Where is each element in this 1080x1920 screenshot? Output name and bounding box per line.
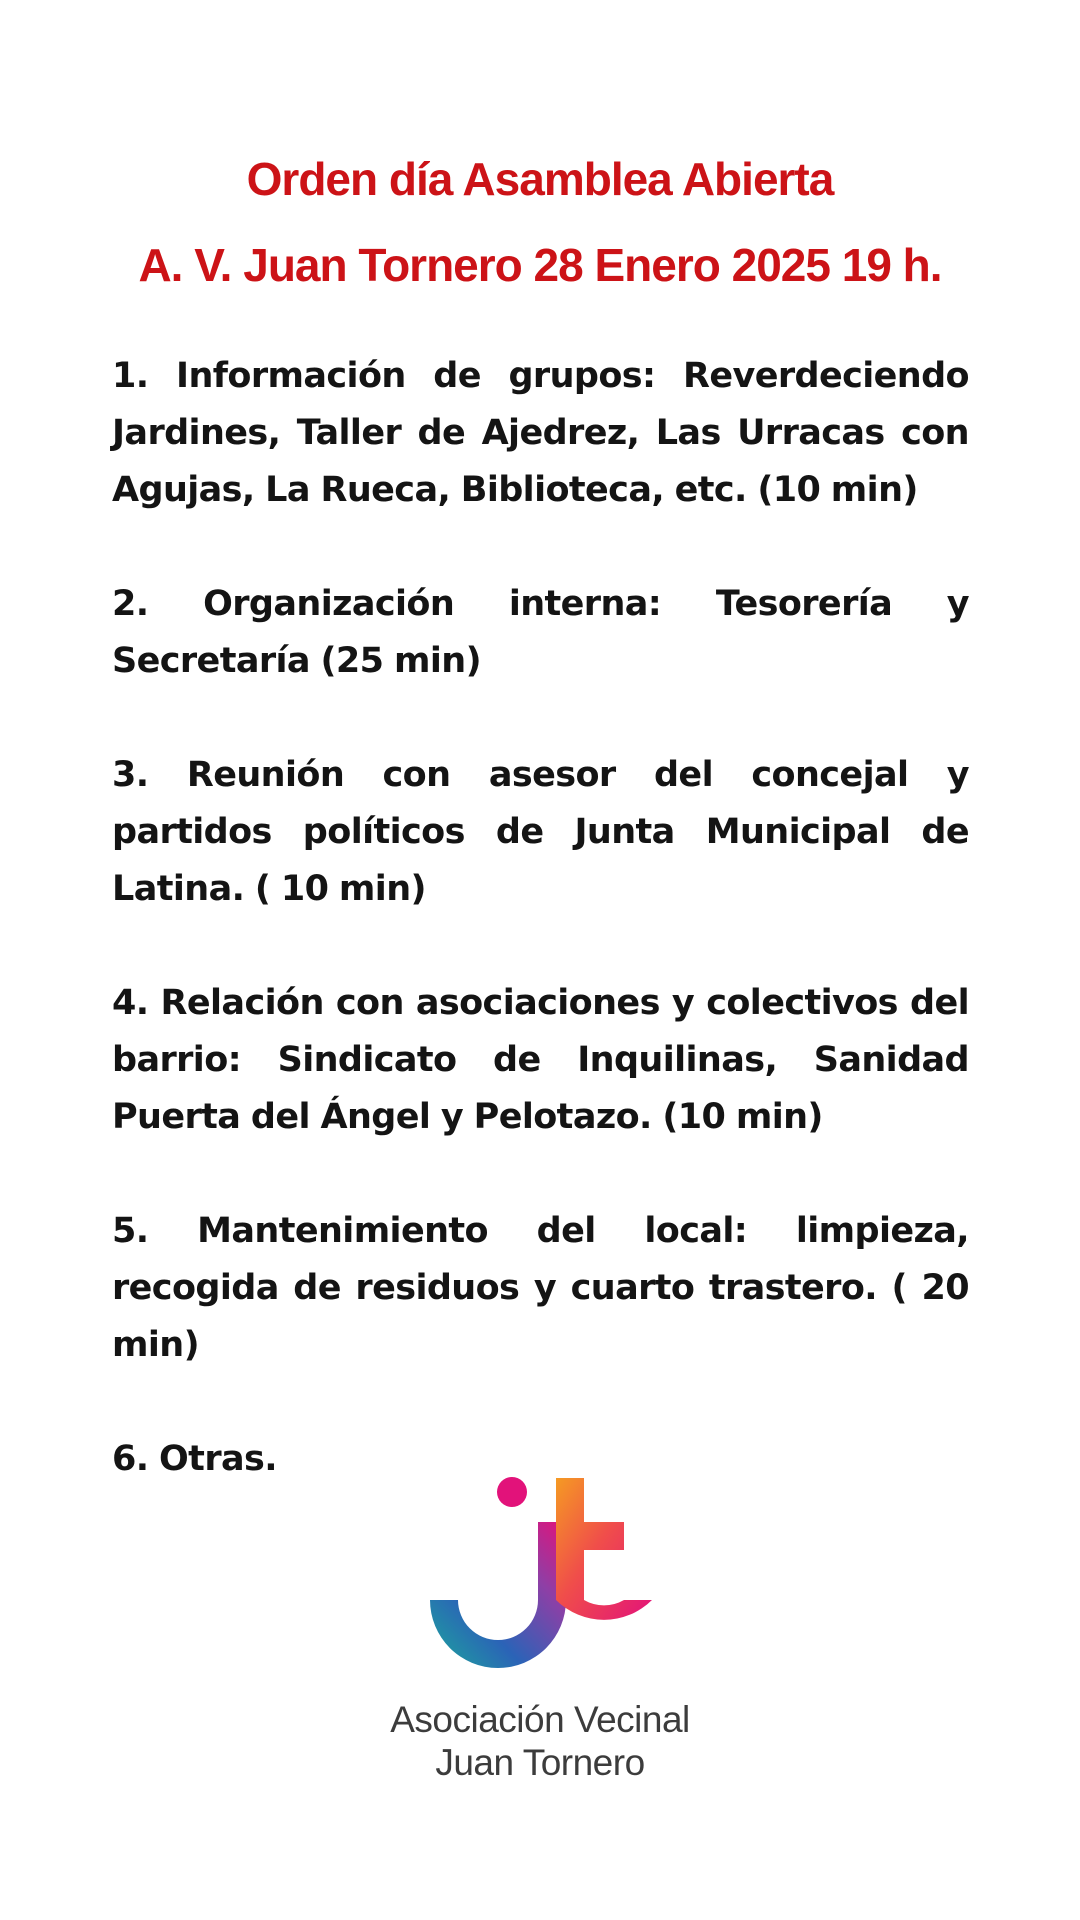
logo-line-1: Asociación Vecinal xyxy=(390,1699,690,1740)
agenda-item: 6. Otras. xyxy=(112,1439,277,1479)
agenda-list xyxy=(112,348,969,1488)
logo-text xyxy=(0,1698,1080,1784)
agenda-item: 2. Organización interna: Tesorería y Secretaría (25 min) xyxy=(112,584,969,681)
agenda-item: 3. Reunión con asesor del concejal y partidos políticos de Junta Municipal de Latina. ( 10 min) xyxy=(112,755,969,909)
agenda-item: 1. Información de grupos: Reverdeciendo Jardines, Taller de Ajedrez, Las Urracas con Agujas, La Rueca, Biblioteca, etc. (10 min) xyxy=(112,356,969,510)
association-logo xyxy=(0,1470,1080,1784)
logo-line-2: Juan Tornero xyxy=(435,1742,645,1783)
header-subtitle: A. V. Juan Tornero 28 Enero 2025 19 h. xyxy=(138,239,942,291)
jt-logo-icon xyxy=(420,1470,660,1670)
agenda-item: 4. Relación con asociaciones y colectivos del barrio: Sindicato de Inquilinas, Sanidad Puerta del Ángel y Pelotazo. (10 min) xyxy=(112,983,969,1137)
agenda-item: 5. Mantenimiento del local: limpieza, recogida de residuos y cuarto trastero. ( 20 min) xyxy=(112,1211,969,1365)
header xyxy=(0,136,1080,308)
header-title: Orden día Asamblea Abierta xyxy=(246,153,834,205)
